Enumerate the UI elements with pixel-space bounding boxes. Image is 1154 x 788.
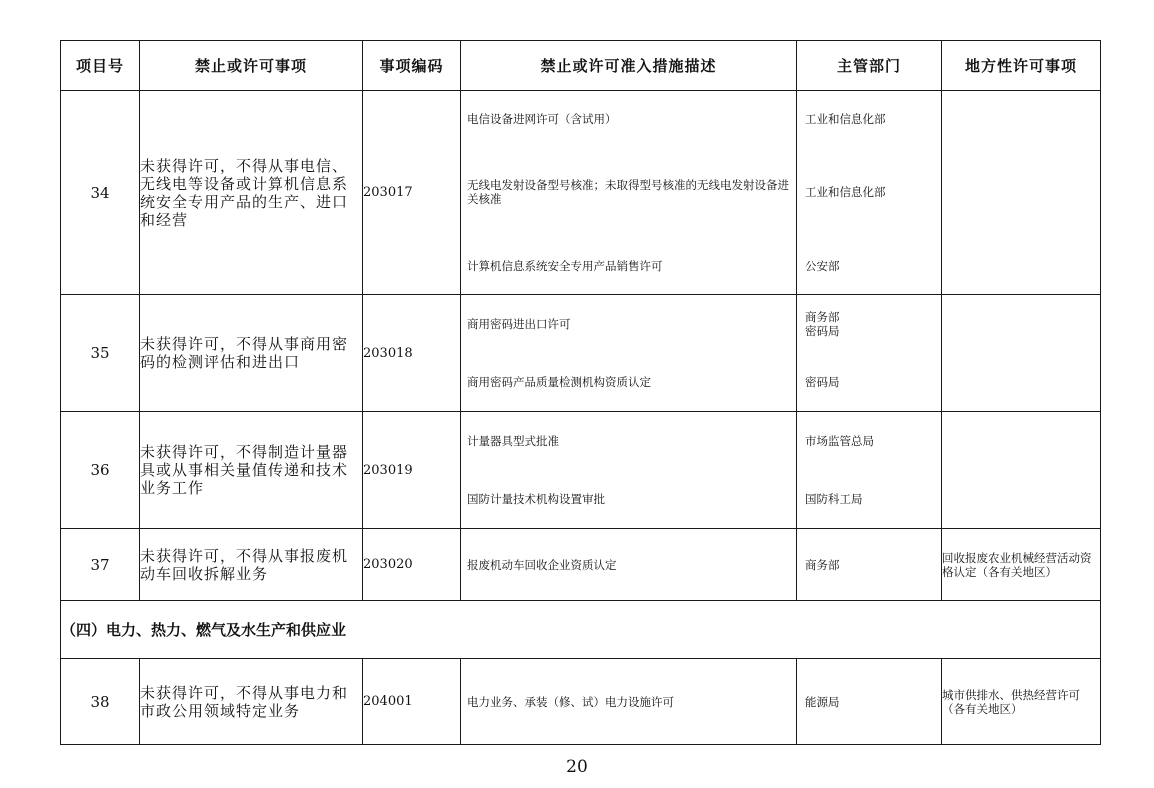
- header-description: 禁止或许可准入措施描述: [461, 41, 797, 91]
- header-code: 事项编码: [363, 41, 461, 91]
- department-item: 国防科工局: [805, 492, 863, 506]
- header-department: 主管部门: [797, 41, 942, 91]
- header-item: 禁止或许可事项: [140, 41, 363, 91]
- row-code: 203019: [363, 412, 461, 529]
- measure-item: 商用密码产品质量检测机构资质认定: [467, 375, 651, 389]
- measure-item: 国防计量技术机构设置审批: [467, 492, 605, 506]
- row-title: 未获得许可，不得从事电信、无线电等设备或计算机信息系统安全专用产品的生产、进口和经营: [140, 91, 363, 295]
- department-item: 市场监管总局: [805, 434, 874, 448]
- row-local: 城市供排水、供热经营许可（各有关地区）: [942, 659, 1101, 745]
- measure-item: 电力业务、承装（修、试）电力设施许可: [467, 694, 674, 709]
- row-local: [942, 295, 1101, 412]
- table-row: [61, 659, 1101, 745]
- measure-item: 商用密码进出口许可: [467, 317, 571, 331]
- header-local: 地方性许可事项: [942, 41, 1101, 91]
- row-local: [942, 91, 1101, 295]
- row-number: 36: [61, 412, 140, 529]
- row-title: 未获得许可，不得制造计量器具或从事相关量值传递和技术业务工作: [140, 412, 363, 529]
- measure-item: 计算机信息系统安全专用产品销售许可: [467, 258, 663, 273]
- row-departments: [797, 295, 942, 412]
- row-departments: [797, 529, 942, 601]
- page-number: 20: [566, 757, 588, 777]
- row-measures: [461, 529, 797, 601]
- department-item: 商务部: [805, 557, 840, 572]
- department-item: 工业和信息化部: [805, 112, 886, 126]
- row-code: 203020: [363, 529, 461, 601]
- row-local: [942, 412, 1101, 529]
- department-item: 能源局: [805, 694, 840, 709]
- row-measures: [461, 91, 797, 295]
- table-row: [61, 295, 1101, 412]
- row-measures: [461, 412, 797, 529]
- measure-item: 报废机动车回收企业资质认定: [467, 557, 617, 572]
- section-title: （四）电力、热力、燃气及水生产和供应业: [61, 601, 1101, 659]
- table-row: [61, 529, 1101, 601]
- department-item: 密码局: [805, 375, 840, 389]
- table-row: [61, 412, 1101, 529]
- row-number: 38: [61, 659, 140, 745]
- row-code: 203018: [363, 295, 461, 412]
- header-row: [61, 41, 1101, 91]
- measure-item: 电信设备进网许可（含试用）: [467, 112, 617, 126]
- row-title: 未获得许可，不得从事报废机动车回收拆解业务: [140, 529, 363, 601]
- department-item: 工业和信息化部: [805, 185, 886, 199]
- section-row: [61, 601, 1101, 659]
- row-departments: [797, 659, 942, 745]
- department-item: 商务部 密码局: [805, 310, 840, 338]
- row-number: 37: [61, 529, 140, 601]
- table-row: [61, 91, 1101, 295]
- row-title: 未获得许可，不得从事电力和市政公用领域特定业务: [140, 659, 363, 745]
- header-project-no: 项目号: [61, 41, 140, 91]
- row-local: 回收报废农业机械经营活动资格认定（各有关地区）: [942, 529, 1101, 601]
- row-measures: [461, 659, 797, 745]
- row-measures: [461, 295, 797, 412]
- row-departments: [797, 91, 942, 295]
- row-title: 未获得许可，不得从事商用密码的检测评估和进出口: [140, 295, 363, 412]
- measure-item: 计量器具型式批准: [467, 434, 559, 448]
- department-item: 公安部: [805, 258, 840, 273]
- negative-list-table: [60, 40, 1101, 745]
- measure-item: 无线电发射设备型号核准；未取得型号核准的无线电发射设备进关核准: [467, 178, 789, 206]
- row-number: 35: [61, 295, 140, 412]
- row-code: 203017: [363, 91, 461, 295]
- row-departments: [797, 412, 942, 529]
- row-number: 34: [61, 91, 140, 295]
- row-code: 204001: [363, 659, 461, 745]
